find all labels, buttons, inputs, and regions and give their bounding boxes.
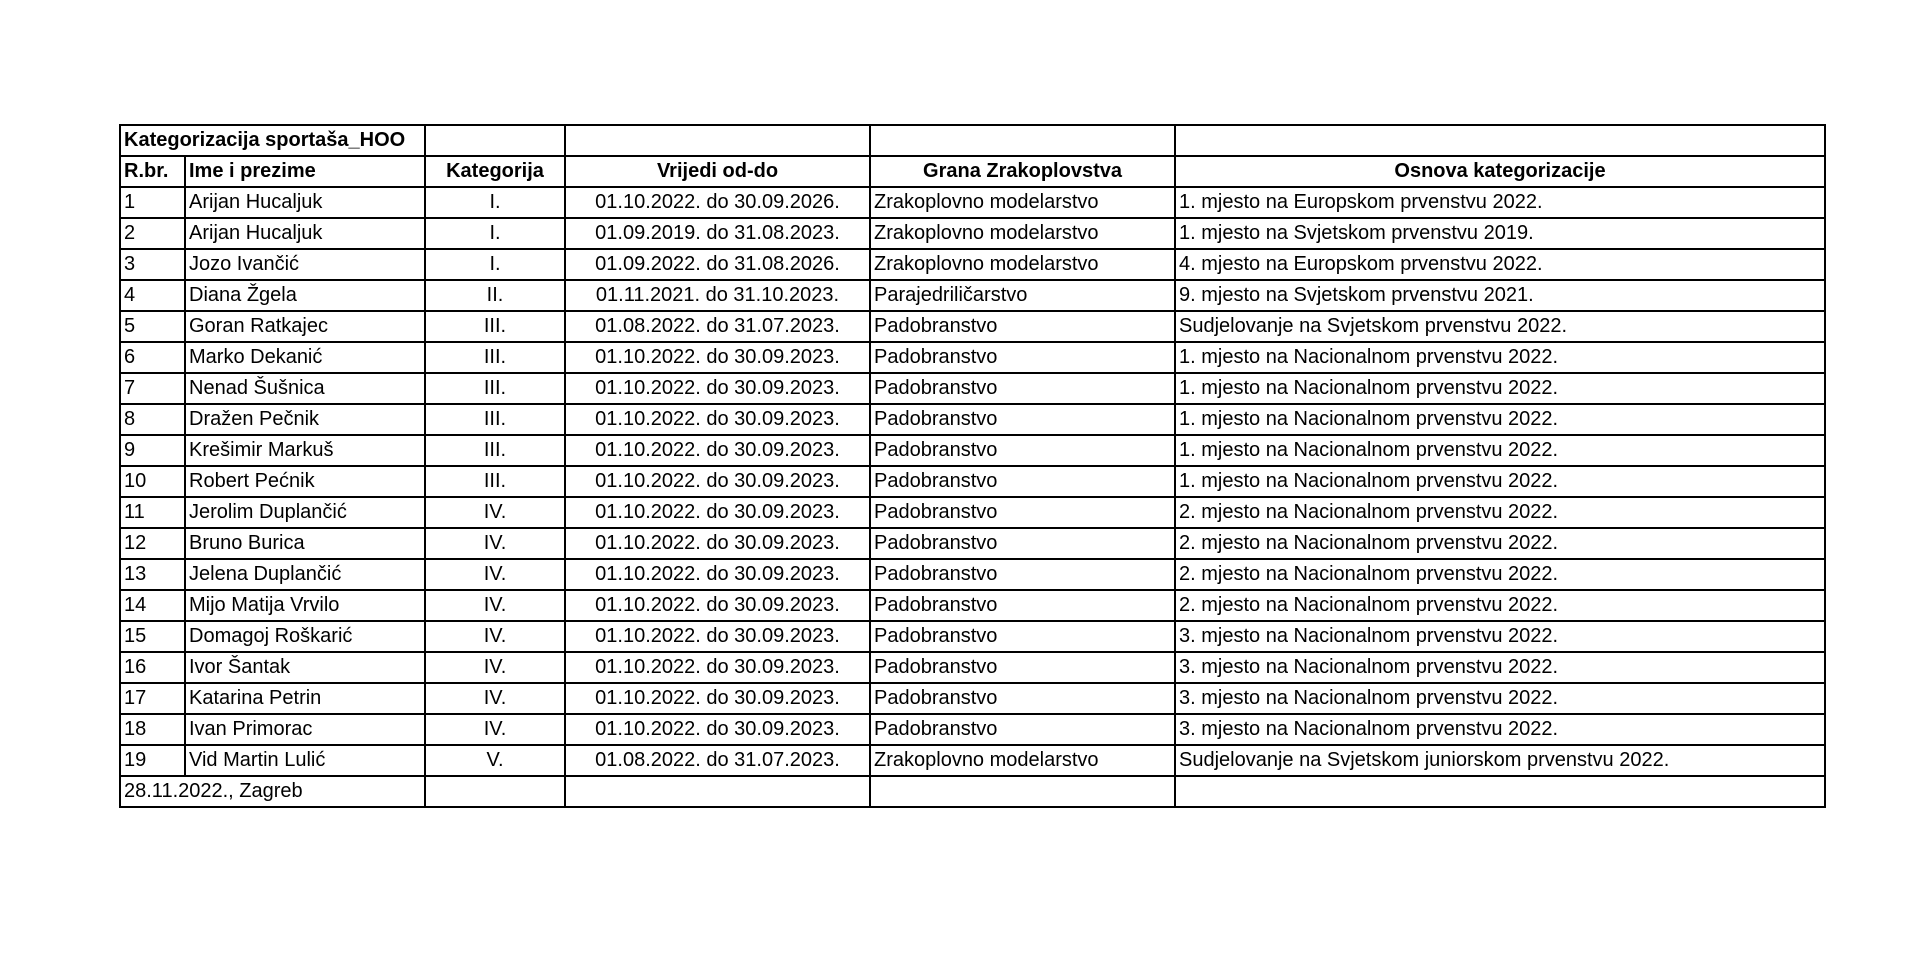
cell-basis: 1. mjesto na Nacionalnom prvenstvu 2022. — [1175, 342, 1825, 373]
table-row — [120, 745, 1825, 776]
cell-valid: 01.08.2022. do 31.07.2023. — [565, 745, 870, 776]
cell-branch: Padobranstvo — [870, 311, 1175, 342]
table-row — [120, 528, 1825, 559]
cell-category: I. — [425, 187, 565, 218]
cell-branch: Zrakoplovno modelarstvo — [870, 745, 1175, 776]
cell-basis: 4. mjesto na Europskom prvenstvu 2022. — [1175, 249, 1825, 280]
cell-branch: Padobranstvo — [870, 466, 1175, 497]
cell-rbr: 5 — [120, 311, 185, 342]
cell-basis: Sudjelovanje na Svjetskom juniorskom prvenstvu 2022. — [1175, 745, 1825, 776]
cell-rbr: 12 — [120, 528, 185, 559]
cell-valid: 01.10.2022. do 30.09.2023. — [565, 683, 870, 714]
cell-basis: 1. mjesto na Nacionalnom prvenstvu 2022. — [1175, 373, 1825, 404]
cell-name: Ivan Primorac — [185, 714, 425, 745]
cell-valid: 01.08.2022. do 31.07.2023. — [565, 311, 870, 342]
cell-branch: Padobranstvo — [870, 497, 1175, 528]
cell-branch: Padobranstvo — [870, 559, 1175, 590]
header-row — [120, 156, 1825, 187]
cell-rbr: 16 — [120, 652, 185, 683]
cell-valid: 01.10.2022. do 30.09.2023. — [565, 373, 870, 404]
cell-valid: 01.10.2022. do 30.09.2023. — [565, 342, 870, 373]
cell-category: III. — [425, 342, 565, 373]
cell-name: Goran Ratkajec — [185, 311, 425, 342]
cell-category: IV. — [425, 497, 565, 528]
cell-basis: Sudjelovanje na Svjetskom prvenstvu 2022. — [1175, 311, 1825, 342]
cell-branch: Padobranstvo — [870, 590, 1175, 621]
cell-category: III. — [425, 466, 565, 497]
table-row — [120, 590, 1825, 621]
cell-valid: 01.10.2022. do 30.09.2023. — [565, 714, 870, 745]
cell-valid: 01.10.2022. do 30.09.2023. — [565, 590, 870, 621]
cell-basis: 1. mjesto na Nacionalnom prvenstvu 2022. — [1175, 435, 1825, 466]
cell-valid: 01.10.2022. do 30.09.2023. — [565, 528, 870, 559]
cell-rbr: 18 — [120, 714, 185, 745]
cell-branch: Zrakoplovno modelarstvo — [870, 249, 1175, 280]
cell-rbr: 11 — [120, 497, 185, 528]
table-row — [120, 652, 1825, 683]
cell-name: Bruno Burica — [185, 528, 425, 559]
cell-valid: 01.09.2022. do 31.08.2026. — [565, 249, 870, 280]
cell-basis: 1. mjesto na Svjetskom prvenstvu 2019. — [1175, 218, 1825, 249]
cell-rbr: 14 — [120, 590, 185, 621]
cell-branch: Parajedriličarstvo — [870, 280, 1175, 311]
cell-category: IV. — [425, 559, 565, 590]
cell-valid: 01.10.2022. do 30.09.2023. — [565, 497, 870, 528]
cell-name: Vid Martin Lulić — [185, 745, 425, 776]
cell-basis: 3. mjesto na Nacionalnom prvenstvu 2022. — [1175, 621, 1825, 652]
empty-cell — [1175, 125, 1825, 156]
cell-category: III. — [425, 373, 565, 404]
cell-rbr: 1 — [120, 187, 185, 218]
cell-valid: 01.10.2022. do 30.09.2023. — [565, 652, 870, 683]
cell-basis: 3. mjesto na Nacionalnom prvenstvu 2022. — [1175, 714, 1825, 745]
cell-branch: Zrakoplovno modelarstvo — [870, 218, 1175, 249]
cell-name: Jelena Duplančić — [185, 559, 425, 590]
empty-cell — [565, 125, 870, 156]
cell-basis: 2. mjesto na Nacionalnom prvenstvu 2022. — [1175, 528, 1825, 559]
column-header-valid: Vrijedi od-do — [565, 156, 870, 187]
categorization-table — [119, 124, 1826, 808]
cell-branch: Zrakoplovno modelarstvo — [870, 187, 1175, 218]
cell-basis: 3. mjesto na Nacionalnom prvenstvu 2022. — [1175, 683, 1825, 714]
cell-branch: Padobranstvo — [870, 404, 1175, 435]
cell-name: Arijan Hucaljuk — [185, 218, 425, 249]
sheet-title: Kategorizacija sportaša_HOO — [120, 125, 425, 156]
cell-basis: 9. mjesto na Svjetskom prvenstvu 2021. — [1175, 280, 1825, 311]
empty-cell — [425, 776, 565, 807]
table-row — [120, 249, 1825, 280]
cell-name: Arijan Hucaljuk — [185, 187, 425, 218]
cell-name: Krešimir Markuš — [185, 435, 425, 466]
cell-category: III. — [425, 311, 565, 342]
empty-cell — [425, 125, 565, 156]
empty-cell — [565, 776, 870, 807]
cell-rbr: 7 — [120, 373, 185, 404]
title-row — [120, 125, 1825, 156]
table-row — [120, 714, 1825, 745]
cell-rbr: 15 — [120, 621, 185, 652]
cell-valid: 01.10.2022. do 30.09.2023. — [565, 559, 870, 590]
table-row — [120, 311, 1825, 342]
table-row — [120, 404, 1825, 435]
cell-valid: 01.11.2021. do 31.10.2023. — [565, 280, 870, 311]
cell-branch: Padobranstvo — [870, 683, 1175, 714]
cell-branch: Padobranstvo — [870, 652, 1175, 683]
cell-branch: Padobranstvo — [870, 435, 1175, 466]
cell-rbr: 4 — [120, 280, 185, 311]
table-row — [120, 342, 1825, 373]
cell-valid: 01.09.2019. do 31.08.2023. — [565, 218, 870, 249]
table-row — [120, 559, 1825, 590]
cell-name: Nenad Šušnica — [185, 373, 425, 404]
cell-branch: Padobranstvo — [870, 342, 1175, 373]
cell-name: Katarina Petrin — [185, 683, 425, 714]
table-row — [120, 187, 1825, 218]
column-header-branch: Grana Zrakoplovstva — [870, 156, 1175, 187]
cell-category: IV. — [425, 590, 565, 621]
cell-rbr: 19 — [120, 745, 185, 776]
empty-cell — [1175, 776, 1825, 807]
cell-rbr: 10 — [120, 466, 185, 497]
table-row — [120, 218, 1825, 249]
table-row — [120, 683, 1825, 714]
cell-rbr: 8 — [120, 404, 185, 435]
cell-category: II. — [425, 280, 565, 311]
cell-name: Diana Žgela — [185, 280, 425, 311]
cell-name: Ivor Šantak — [185, 652, 425, 683]
cell-valid: 01.10.2022. do 30.09.2023. — [565, 435, 870, 466]
cell-name: Jozo Ivančić — [185, 249, 425, 280]
cell-rbr: 13 — [120, 559, 185, 590]
table-row — [120, 280, 1825, 311]
cell-category: I. — [425, 218, 565, 249]
column-header-rbr: R.br. — [120, 156, 185, 187]
cell-name: Dražen Pečnik — [185, 404, 425, 435]
cell-category: IV. — [425, 714, 565, 745]
cell-category: III. — [425, 404, 565, 435]
cell-valid: 01.10.2022. do 30.09.2026. — [565, 187, 870, 218]
cell-name: Marko Dekanić — [185, 342, 425, 373]
cell-basis: 3. mjesto na Nacionalnom prvenstvu 2022. — [1175, 652, 1825, 683]
column-header-category: Kategorija — [425, 156, 565, 187]
cell-rbr: 6 — [120, 342, 185, 373]
table-row — [120, 466, 1825, 497]
cell-category: III. — [425, 435, 565, 466]
table-row — [120, 435, 1825, 466]
cell-name: Mijo Matija Vrvilo — [185, 590, 425, 621]
cell-basis: 1. mjesto na Europskom prvenstvu 2022. — [1175, 187, 1825, 218]
cell-branch: Padobranstvo — [870, 714, 1175, 745]
cell-name: Robert Pećnik — [185, 466, 425, 497]
cell-branch: Padobranstvo — [870, 528, 1175, 559]
cell-branch: Padobranstvo — [870, 373, 1175, 404]
cell-basis: 1. mjesto na Nacionalnom prvenstvu 2022. — [1175, 466, 1825, 497]
cell-basis: 2. mjesto na Nacionalnom prvenstvu 2022. — [1175, 559, 1825, 590]
cell-category: V. — [425, 745, 565, 776]
cell-basis: 2. mjesto na Nacionalnom prvenstvu 2022. — [1175, 590, 1825, 621]
cell-rbr: 9 — [120, 435, 185, 466]
cell-branch: Padobranstvo — [870, 621, 1175, 652]
cell-rbr: 3 — [120, 249, 185, 280]
cell-basis: 1. mjesto na Nacionalnom prvenstvu 2022. — [1175, 404, 1825, 435]
cell-category: IV. — [425, 652, 565, 683]
footer-date-place: 28.11.2022., Zagreb — [120, 776, 425, 807]
table-row — [120, 621, 1825, 652]
footer-row — [120, 776, 1825, 807]
table-row — [120, 373, 1825, 404]
empty-cell — [870, 125, 1175, 156]
empty-cell — [870, 776, 1175, 807]
cell-valid: 01.10.2022. do 30.09.2023. — [565, 466, 870, 497]
cell-rbr: 2 — [120, 218, 185, 249]
cell-valid: 01.10.2022. do 30.09.2023. — [565, 621, 870, 652]
cell-rbr: 17 — [120, 683, 185, 714]
cell-name: Jerolim Duplančić — [185, 497, 425, 528]
cell-category: IV. — [425, 528, 565, 559]
cell-basis: 2. mjesto na Nacionalnom prvenstvu 2022. — [1175, 497, 1825, 528]
cell-category: IV. — [425, 683, 565, 714]
column-header-name: Ime i prezime — [185, 156, 425, 187]
table-row — [120, 497, 1825, 528]
cell-category: I. — [425, 249, 565, 280]
cell-valid: 01.10.2022. do 30.09.2023. — [565, 404, 870, 435]
cell-category: IV. — [425, 621, 565, 652]
cell-name: Domagoj Roškarić — [185, 621, 425, 652]
column-header-basis: Osnova kategorizacije — [1175, 156, 1825, 187]
